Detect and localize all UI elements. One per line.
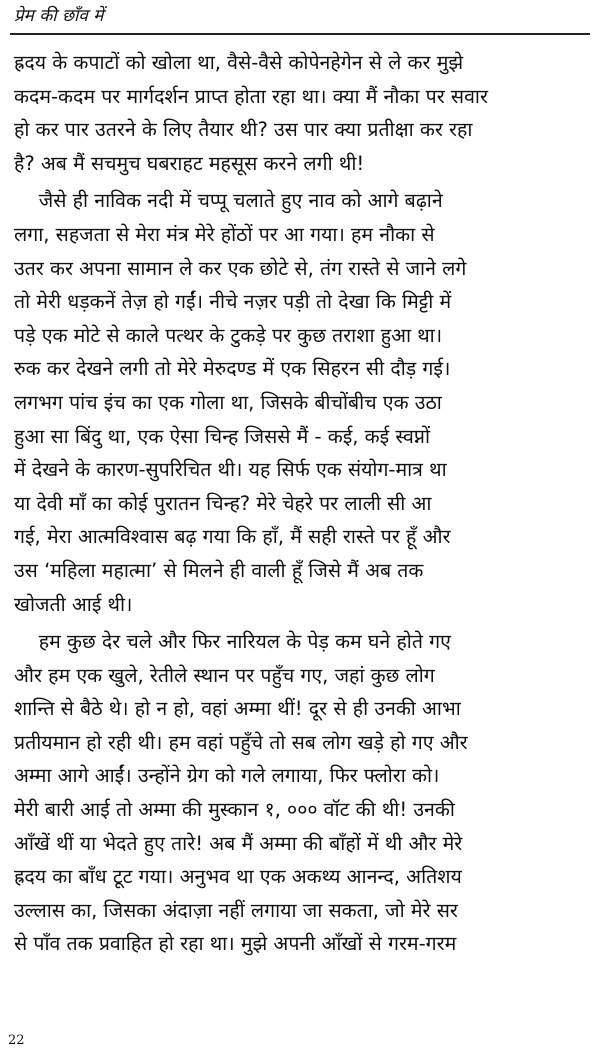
text-line: खोजती आई थी। [14,592,133,616]
text-line: शान्ति से बैठे थे। हो न हो, वहां अम्मा थीं! दूर से ही उनकी आभा [14,697,461,721]
body-text [14,46,594,961]
text-line: उतर कर अपना सामान ले कर एक छोटे से, तंग रास्ते से जाने लगे [14,256,467,280]
text-line: और हम एक खुले, रेतीले स्थान पर पहुँच गए, जहां कुछ लोग [14,663,435,687]
paragraph [14,184,594,621]
text-line: उस ‘महिला महात्मा’ से मिलने ही वाली हूँ जिसे मैं अब तक [14,558,424,582]
text-line: आँखें थीं या भेदते हुए तारे! अब मैं अम्मा की बाँहों में थी और मेरे [14,831,463,855]
text-line: लगभग पांच इंच का एक गोला था, जिसके बीचोंबीच एक उठा [14,390,442,414]
text-line: मेरी बारी आई तो अम्मा की मुस्कान १, ००० वॉट की थी! उनकी [14,798,455,822]
text-line: रुक कर देखने लगी तो मेरे मेरुदण्ड में एक सिहरन सी दौड़ गई। [14,357,451,381]
text-line: अम्मा आगे आईं। उन्होंने ग्रेग को गले लगाया, फिर फ्लोरा को। [14,764,440,788]
paragraph [14,625,594,961]
text-line: गई, मेरा आत्मविश्वास बढ़ गया कि हाँ, मैं सही रास्ते पर हूँ और [14,525,451,549]
page-number: 22 [8,1033,25,1048]
text-line: प्रतीयमान हो रही थी। हम वहां पहुँचे तो सब लोग खड़े हो गए और [14,730,468,754]
header-rule [10,33,590,35]
text-line: कदम-कदम पर मार्गदर्शन प्राप्त होता रहा था। क्या मैं नौका पर सवार [14,84,488,108]
text-line: पड़े एक मोटे से काले पत्थर के टुकड़े पर कुछ तराशा हुआ था। [14,323,443,347]
text-line: हुआ सा बिंदु था, एक ऐसा चिन्ह जिससे मैं - कई, कई स्वप्नों [14,424,430,448]
text-line: ह्रदय का बाँध टूट गया। अनुभव था एक अकथ्य आनन्द, अतिशय [14,865,462,889]
text-line: जैसे ही नाविक नदी में चप्पू चलाते हुए नाव को आगे बढ़ाने [14,189,443,213]
text-line: या देवी माँ का कोई पुरातन चिन्ह? मेरे चेहरे पर लाली सी आ [14,491,432,515]
text-line: ह्रदय के कपाटों को खोला था, वैसे-वैसे कोपेनहेगेन से ले कर मुझे [14,51,464,74]
text-line: से पाँव तक प्रवाहित हो रहा था। मुझे अपनी आँखों से गरम-गरम [14,932,457,956]
text-line: में देखने के कारण-सुपरिचित थी। यह सिर्फ एक संयोग-मात्र था [14,458,447,482]
running-header: प्रेम की छाँव में [14,6,104,26]
text-line: हम कुछ देर चले और फिर नारियल के पेड़ कम घने होते गए [14,630,451,654]
text-line: है? अब मैं सचमुच घबराहट महसूस करने लगी थी! [14,151,365,175]
text-line: उल्लास का, जिसका अंदाज़ा नहीं लगाया जा सकता, जो मेरे सर [14,898,458,922]
text-line: हो कर पार उतरने के लिए तैयार थी? उस पार क्या प्रतीक्षा कर रहा [14,118,473,142]
paragraph [14,46,594,180]
text-line: लगा, सहजता से मेरा मंत्र मेरे होंठों पर आ गया। हम नौका से [14,222,435,246]
text-line: तो मेरी धड़कनें तेज़ हो गईं। नीचे नज़र पड़ी तो देखा कि मिट्टी में [14,290,452,314]
